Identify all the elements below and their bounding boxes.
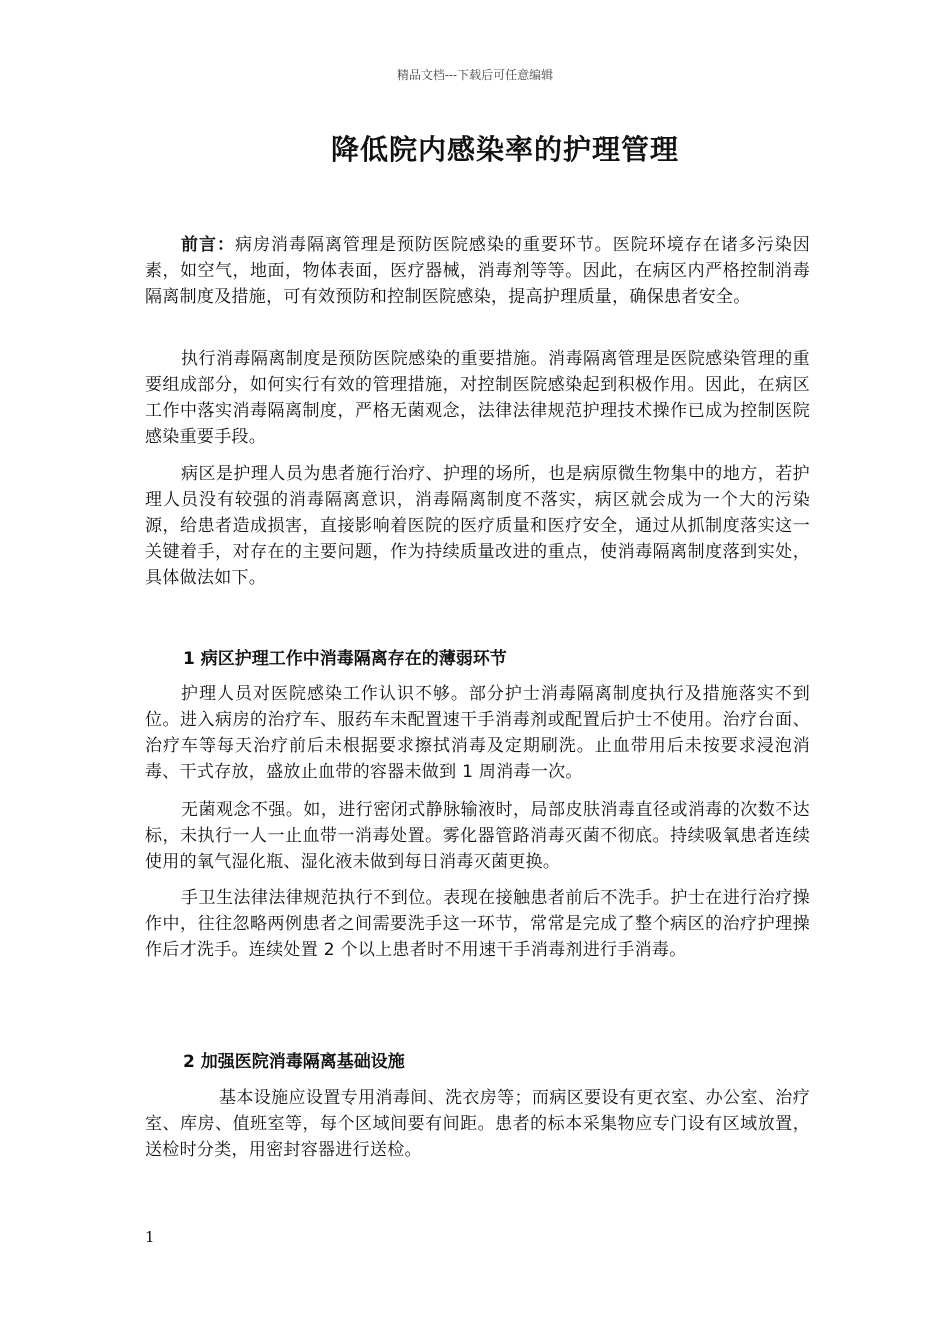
intro-text: 病房消毒隔离管理是预防医院感染的重要环节。医院环境存在诸多污染因素，如空气，地面，物体表面，医疗器械，消毒剂等等。因此，在病区内严格控制消毒隔离制度及措施，可有效预防和控制医院感染，提高护理质量，确保患者安全。: [145, 235, 810, 307]
section-2-paragraph-1: 基本设施应设置专用消毒间、洗衣房等；而病区要设有更衣室、办公室、治疗室、库房、值班室等，每个区域间要有间距。患者的标本采集物应专门设有区域放置，送检时分类，用密封容器进行送检。: [145, 1088, 810, 1160]
paragraph-2: 执行消毒隔离制度是预防医院感染的重要措施。消毒隔离管理是医院感染管理的重要组成部分，如何实行有效的管理措施，对控制医院感染起到积极作用。因此，在病区工作中落实消毒隔离制度，严格无菌观念，法律法律规范护理技术操作已成为控制医院感染重要手段。: [145, 349, 810, 447]
section-1-paragraph-2: 无菌观念不强。如，进行密闭式静脉输液时，局部皮肤消毒直径或消毒的次数不达标，未执行一人一止血带一消毒处置。雾化器管路消毒灭菌不彻底。持续吸氧患者连续使用的氧气湿化瓶、湿化液未做到每日消毒灭菌更换。: [145, 800, 810, 872]
section-1-heading: 1 病区护理工作中消毒隔离存在的薄弱环节: [183, 649, 507, 669]
document-title: 降低院内感染率的护理管理: [330, 133, 679, 166]
section-2-heading: 2 加强医院消毒隔离基础设施: [183, 1052, 405, 1072]
intro-label: 前言：: [181, 235, 235, 255]
section-1-paragraph-3: 手卫生法律法律规范执行不到位。表现在接触患者前后不洗手。护士在进行治疗操作中，往往忽略两例患者之间需要洗手这一环节，常常是完成了整个病区的治疗护理操作后才洗手。连续处置 2 个以上患者时不用速干手消毒剂进行手消毒。: [145, 888, 810, 960]
section-1-paragraph-1: 护理人员对医院感染工作认识不够。部分护士消毒隔离制度执行及措施落实不到位。进入病房的治疗车、服药车未配置速干手消毒剂或配置后护士不使用。治疗台面、治疗车等每天治疗前后未根据要求擦拭消毒及定期刷洗。止血带用后未按要求浸泡消毒、干式存放，盛放止血带的容器未做到 1 周消毒一次。: [145, 684, 810, 782]
page-number: 1: [145, 1228, 155, 1246]
header-note: 精品文档---下载后可任意编辑: [396, 68, 554, 82]
intro-paragraph: [145, 232, 810, 310]
paragraph-3: 病区是护理人员为患者施行治疗、护理的场所，也是病原微生物集中的地方，若护理人员没有较强的消毒隔离意识，消毒隔离制度不落实，病区就会成为一个大的污染源，给患者造成损害，直接影响着医院的医疗质量和医疗安全，通过从抓制度落实这一关键着手，对存在的主要问题，作为持续质量改进的重点，使消毒隔离制度落到实处，具体做法如下。: [145, 464, 810, 588]
